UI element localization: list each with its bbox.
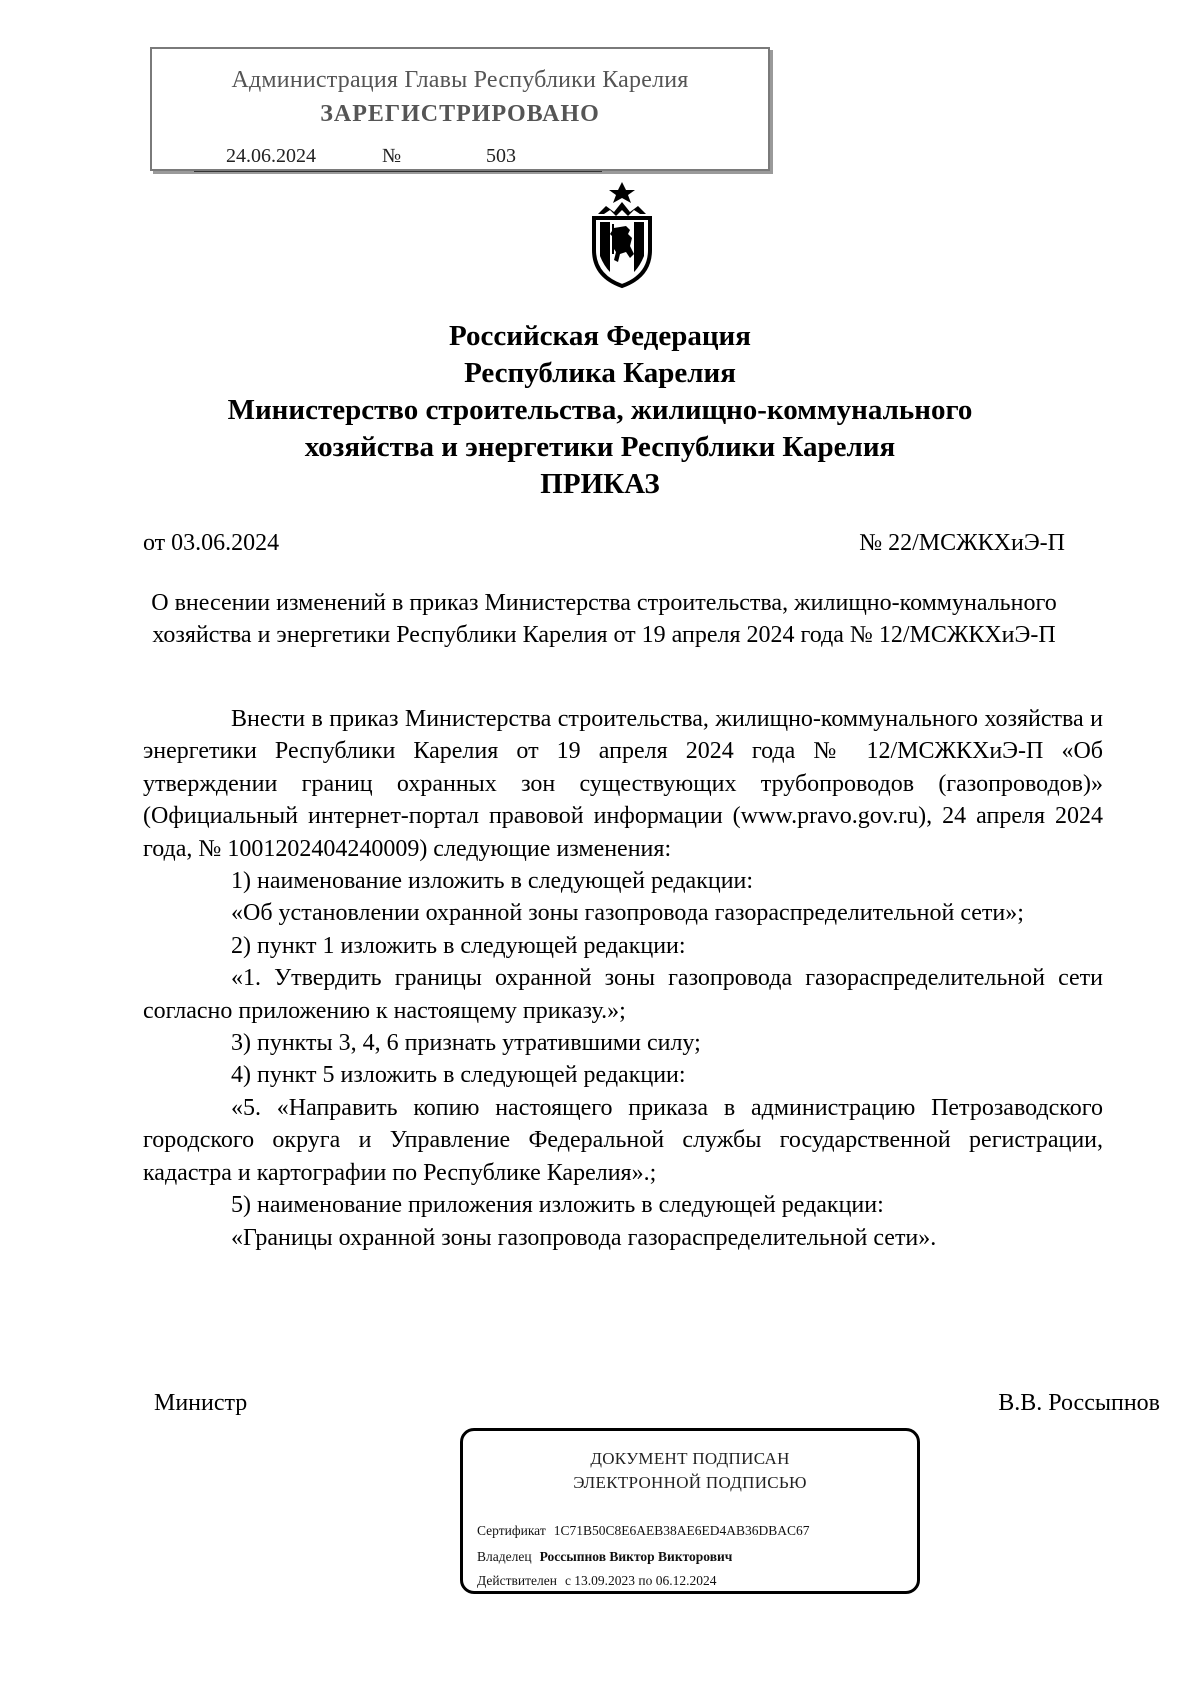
body-paragraph-10: «Границы охранной зоны газопровода газораспределительной сети». bbox=[231, 1224, 937, 1251]
body-paragraph-7: 4) пункт 5 изложить в следующей редакции: bbox=[231, 1062, 686, 1089]
registration-date: 24.06.2024 bbox=[226, 145, 316, 167]
body-paragraph-4: 2) пункт 1 изложить в следующей редакции: bbox=[231, 932, 686, 959]
order-number: № 22/МСЖКХиЭ-П bbox=[859, 530, 1065, 556]
body-paragraph-9: 5) наименование приложения изложить в следующей редакции: bbox=[231, 1192, 884, 1219]
body-paragraph-5: «1. Утвердить границы охранной зоны газопровода газораспределительной сети согласно приложению к настоящему приказу.»; bbox=[143, 965, 1103, 1024]
body-paragraph-6: 3) пункты 3, 4, 6 признать утратившими силу; bbox=[231, 1030, 701, 1057]
heading-country: Российская Федерация bbox=[449, 320, 751, 352]
esig-cert-label: Сертификат bbox=[477, 1523, 546, 1538]
heading-ministry-line1: Министерство строительства, жилищно-коммунального bbox=[227, 394, 973, 426]
registration-stamp bbox=[150, 47, 770, 171]
registration-organization: Администрация Главы Республики Карелия bbox=[231, 67, 689, 93]
order-date: от 03.06.2024 bbox=[143, 530, 280, 556]
esig-valid-value: с 13.09.2023 по 06.12.2024 bbox=[564, 1573, 717, 1588]
heading-ministry-line2: хозяйства и энергетики Республики Карелия bbox=[304, 431, 896, 463]
signatory-role: Министр bbox=[154, 1390, 248, 1416]
esig-title-line2: ЭЛЕКТРОННОЙ ПОДПИСЬЮ bbox=[573, 1473, 807, 1492]
esig-valid-label: Действителен bbox=[477, 1573, 557, 1588]
registration-number: 503 bbox=[486, 145, 516, 167]
coat-of-arms-icon bbox=[580, 180, 664, 290]
document-heading bbox=[100, 318, 1100, 503]
esig-title-line1: ДОКУМЕНТ ПОДПИСАН bbox=[590, 1449, 790, 1468]
esig-cert-value: 1C71B50C8E6AEB38AE6ED4AB36DBAC67 bbox=[553, 1523, 810, 1538]
electronic-signature-stamp bbox=[460, 1428, 920, 1594]
esig-owner-label: Владелец bbox=[477, 1549, 532, 1564]
heading-doc-type: ПРИКАЗ bbox=[540, 468, 660, 500]
body-paragraph-2: 1) наименование изложить в следующей редакции: bbox=[231, 868, 754, 895]
esig-certificate bbox=[477, 1523, 810, 1539]
signatory-name: В.В. Россыпнов bbox=[998, 1390, 1160, 1416]
registration-status: ЗАРЕГИСТРИРОВАНО bbox=[320, 101, 600, 127]
body-paragraph-8: «5. «Направить копию настоящего приказа в администрацию Петрозаводского городского округа и Управление Федеральной службы государственной регистрации, кадастра и картографии по Республике Карелия».; bbox=[143, 1094, 1103, 1186]
esig-validity bbox=[477, 1573, 717, 1589]
heading-republic: Республика Карелия bbox=[464, 357, 736, 389]
body-paragraph-1: Внести в приказ Министерства строительства, жилищно-коммунального хозяйства и энергетики Республики Карелия от 19 апреля 2024 года № 12/МСЖКХиЭ-П «Об утверждении границ охранных зон существующих трубопроводов (газопроводов)» (Официальный интернет-портал правовой информации (www.pravo.gov.ru), 24 апреля 2024 года, № 1001202404240009) следующие изменения: bbox=[143, 706, 1103, 862]
order-subject: О внесении изменений в приказ Министерства строительства, жилищно-коммунального хозяйства и энергетики Республики Карелия от 19 апреля 2024 года № 12/МСЖКХиЭ-П bbox=[151, 590, 1057, 648]
registration-line bbox=[194, 145, 602, 172]
esig-owner-value: Россыпнов Виктор Викторович bbox=[539, 1549, 733, 1564]
registration-number-sign: № bbox=[382, 145, 402, 167]
order-body bbox=[143, 703, 1103, 1254]
esig-owner bbox=[477, 1549, 732, 1565]
body-paragraph-3: «Об установлении охранной зоны газопровода газораспределительной сети»; bbox=[231, 900, 1024, 927]
